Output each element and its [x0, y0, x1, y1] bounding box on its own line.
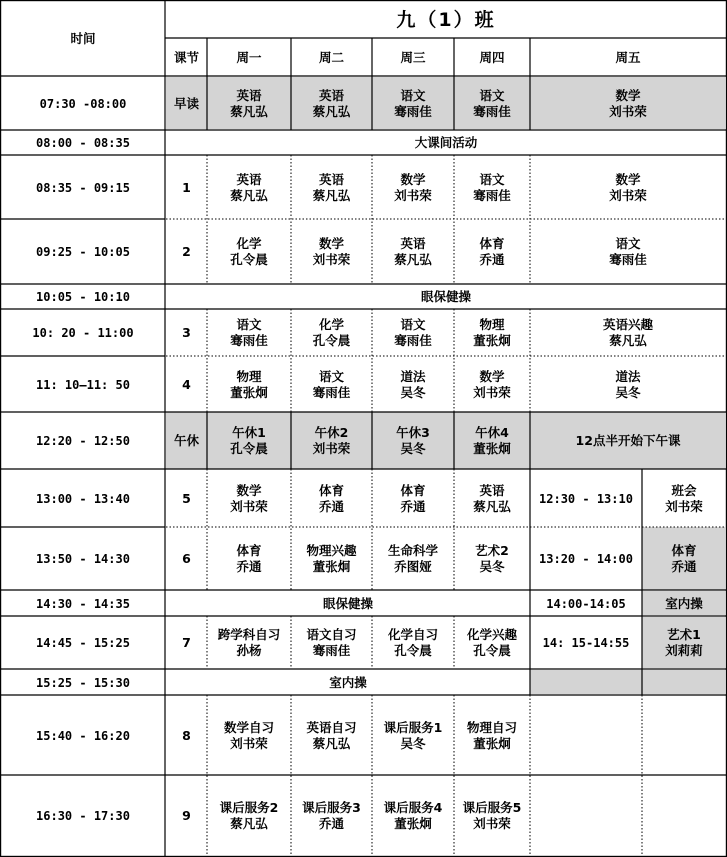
lesson-cell: 艺术2 吴冬 [475, 543, 509, 574]
lesson-cell: 化学 孔令晨 [312, 317, 351, 348]
lesson-cell: 午休4 董张炯 [473, 425, 511, 456]
lesson-cell: 道法 吴冬 [615, 368, 641, 400]
time-slot: 11: 10—11: 50 [36, 377, 130, 392]
lesson-cell: 英语 蔡凡弘 [230, 171, 268, 203]
lesson-cell: 语文 骞雨佳 [473, 171, 511, 203]
lesson-cell: 语文自习 骞雨佳 [306, 627, 357, 658]
lesson-cell: 语文 骞雨佳 [312, 368, 351, 400]
day-header-tue: 周二 [318, 49, 344, 65]
lesson-cell: 数学 刘书荣 [609, 171, 647, 203]
lesson-cell: 体育 乔通 [236, 543, 262, 574]
lesson-cell: 课后服务2 蔡凡弘 [219, 800, 279, 831]
day-header-wed: 周三 [400, 49, 426, 65]
lesson-cell: 物理自习 董张炯 [466, 719, 517, 751]
time-slot: 14:45 - 15:25 [36, 636, 130, 650]
lesson-cell: 英语 蔡凡弘 [230, 87, 268, 119]
time-slot: 13:00 - 13:40 [36, 491, 130, 506]
lesson-cell: 化学 孔令晨 [230, 236, 268, 267]
banner-big-break: 大课间活动 [414, 135, 478, 150]
time-slot: 15:40 - 16:20 [36, 728, 130, 743]
class-title: 九（1）班 [396, 8, 496, 31]
period-label: 1 [182, 179, 191, 195]
time-slot: 14:30 - 14:35 [36, 596, 130, 611]
lesson-cell: 体育 乔通 [671, 543, 697, 574]
banner-indoor-exercise: 室内操 [329, 674, 367, 690]
time-slot: 12:20 - 12:50 [36, 434, 130, 448]
lesson-cell: 化学兴趣 孔令晨 [466, 627, 517, 658]
lesson-cell: 体育 乔通 [400, 482, 426, 514]
lesson-cell: 数学自习 刘书荣 [223, 719, 274, 751]
lesson-cell: 午休3 吴冬 [396, 425, 430, 456]
lesson-cell: 数学 刘书荣 [394, 171, 432, 203]
lesson-cell: 物理兴趣 董张炯 [306, 543, 357, 574]
lesson-cell: 英语 蔡凡弘 [394, 236, 432, 267]
period-label: 午休 [173, 433, 199, 448]
lesson-cell: 艺术1 刘莉莉 [665, 627, 703, 658]
lesson-cell: 物理 董张炯 [473, 317, 511, 348]
day-header-fri: 周五 [615, 49, 641, 65]
lesson-cell: 语文 骞雨佳 [230, 317, 268, 348]
time-slot: 13:50 - 14:30 [36, 552, 130, 566]
fri-time-slot: 13:20 - 14:00 [539, 552, 633, 566]
lesson-cell: 语文 骞雨佳 [394, 317, 432, 348]
period-label: 9 [182, 808, 191, 823]
period-label: 2 [182, 244, 191, 259]
lesson-cell: 语文 骞雨佳 [473, 87, 511, 119]
lesson-cell: 英语 蔡凡弘 [312, 87, 351, 119]
lesson-cell: 生命科学 乔图娅 [387, 543, 438, 574]
lesson-cell: 数学 刘书荣 [609, 87, 647, 119]
lesson-cell: 化学自习 孔令晨 [387, 627, 438, 658]
time-slot: 08:35 - 09:15 [36, 180, 130, 195]
lesson-cell: 英语 蔡凡弘 [312, 171, 351, 203]
lesson-cell: 体育 乔通 [479, 236, 505, 267]
lesson-cell: 午休1 孔令晨 [230, 425, 268, 456]
time-slot: 15:25 - 15:30 [36, 675, 130, 690]
lesson-cell: 英语兴趣 蔡凡弘 [602, 317, 653, 348]
period-label: 8 [182, 727, 191, 743]
lesson-cell: 语文 骞雨佳 [394, 87, 432, 119]
lesson-cell: 课后服务3 乔通 [302, 800, 361, 831]
fri-time-slot: 14:00-14:05 [546, 596, 626, 611]
period-label: 早读 [173, 95, 199, 111]
lesson-cell: 体育 乔通 [318, 482, 344, 514]
time-slot: 08:00 - 08:35 [36, 136, 130, 150]
time-slot: 07:30 -08:00 [39, 96, 127, 111]
lesson-cell: 英语自习 蔡凡弘 [306, 719, 357, 751]
day-header-thu: 周四 [479, 49, 505, 65]
fri-time-slot: 14: 15-14:55 [542, 636, 630, 650]
lesson-cell: 英语 蔡凡弘 [473, 482, 511, 514]
lesson-cell: 物理 董张炯 [230, 368, 268, 400]
lesson-cell: 午休2 刘书荣 [312, 425, 351, 456]
period-label: 7 [182, 635, 191, 650]
fri-noon-note: 12点半开始下午课 [575, 433, 681, 448]
period-label: 4 [182, 376, 191, 392]
lesson-cell: 跨学科自习 孙杨 [217, 627, 281, 658]
time-slot: 10: 20 - 11:00 [32, 326, 134, 340]
period-label: 3 [182, 325, 191, 340]
lesson-cell: 道法 吴冬 [400, 368, 426, 400]
period-header: 课节 [173, 49, 199, 65]
lesson-cell: 语文 骞雨佳 [609, 236, 647, 267]
banner-eye-exercise: 眼保健操 [322, 595, 373, 611]
lesson-cell: 课后服务1 吴冬 [383, 719, 443, 751]
period-label: 6 [182, 551, 191, 566]
lesson-cell: 班会 刘书荣 [665, 482, 703, 514]
time-slot: 10:05 - 10:10 [36, 290, 130, 304]
lesson-cell: 数学 刘书荣 [473, 368, 511, 400]
lesson-cell: 数学 刘书荣 [230, 482, 268, 514]
fri-indoor-exercise: 室内操 [665, 595, 703, 611]
time-slot: 16:30 - 17:30 [36, 809, 130, 823]
period-label: 5 [182, 490, 191, 506]
lesson-cell: 课后服务4 董张炯 [383, 800, 443, 831]
lesson-cell: 数学 刘书荣 [312, 236, 351, 267]
banner-eye-exercise: 眼保健操 [420, 289, 471, 304]
lesson-cell: 课后服务5 刘书荣 [462, 800, 522, 831]
day-header-mon: 周一 [236, 49, 262, 65]
time-header: 时间 [70, 30, 96, 46]
time-slot: 09:25 - 10:05 [36, 245, 130, 259]
fri-time-slot: 12:30 - 13:10 [539, 491, 633, 506]
